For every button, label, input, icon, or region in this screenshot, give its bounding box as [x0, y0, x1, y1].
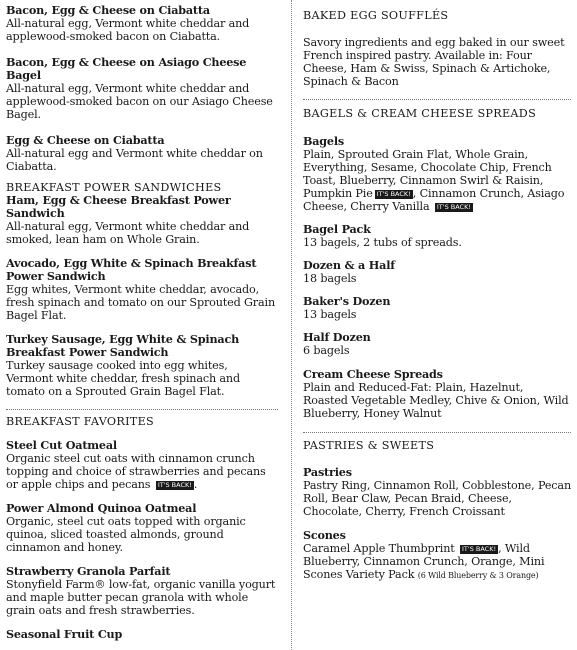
menu-item-egg-cheese-ciabatta — [6, 134, 278, 173]
item-name: Dozen & a Half — [303, 258, 395, 272]
item-description: Egg whites, Vermont white cheddar, avocado, fresh spinach and tomato on our Sprouted Grain Bagel Flat. — [6, 283, 276, 322]
menu-item-power-almond-quinoa-oatmeal — [6, 502, 278, 554]
item-description: Organic, steel cut oats topped with organic quinoa, sliced toasted almonds, ground cinnamon and honey. — [6, 515, 246, 554]
its-back-badge: IT'S BACK! — [436, 203, 471, 211]
section-divider — [6, 409, 278, 410]
item-description: All-natural egg and Vermont white cheddar on Ciabatta. — [6, 147, 263, 173]
item-name: Steel Cut Oatmeal — [6, 438, 117, 452]
item-name: Pastries — [303, 465, 352, 479]
menu-item-cream-cheese-spreads — [303, 368, 571, 420]
left-column — [6, 0, 278, 641]
item-name: Bagels — [303, 134, 344, 148]
menu-item-strawberry-granola-parfait — [6, 565, 278, 617]
menu-item-bagels — [303, 135, 571, 213]
souffle-description: Savory ingredients and egg baked in our sweet French inspired pastry. Available in: Four Cheese, Ham & Swiss, Spinach & Artichoke, Spinach & Bacon — [303, 36, 565, 88]
its-back-badge: IT'S BACK! — [376, 190, 411, 198]
menu-item-turkey-power-sandwich — [6, 333, 278, 398]
menu-item-avocado-power-sandwich — [6, 257, 278, 322]
item-description: All-natural egg, Vermont white cheddar and applewood-smoked bacon on Ciabatta. — [6, 17, 250, 43]
section-heading-power-sandwiches: BREAKFAST POWER SANDWICHES — [6, 181, 222, 194]
right-column — [303, 0, 571, 582]
item-name: Baker's Dozen — [303, 294, 391, 308]
item-description: Stonyfield Farm® low-fat, organic vanilla yogurt and maple butter pecan granola with whole grain oats and fresh strawberries. — [6, 578, 276, 617]
menu-item-dozen-and-a-half — [303, 259, 571, 285]
item-name: Turkey Sausage, Egg White & Spinach Breakfast Power Sandwich — [6, 332, 240, 359]
item-name: Half Dozen — [303, 330, 371, 344]
section-heading-pastries-sweets: PASTRIES & SWEETS — [303, 439, 435, 452]
menu-item-scones — [303, 529, 571, 582]
section-heading-bagels-spreads: BAGELS & CREAM CHEESE SPREADS — [303, 107, 537, 120]
item-description: 18 bagels — [303, 272, 357, 285]
item-name: Avocado, Egg White & Spinach Breakfast Power Sandwich — [6, 256, 257, 283]
item-description: All-natural egg, Vermont white cheddar and smoked, lean ham on Whole Grain. — [6, 220, 250, 246]
item-name: Scones — [303, 528, 346, 542]
menu-item-bagel-pack — [303, 223, 571, 249]
section-divider — [303, 432, 571, 433]
menu-item-bakers-dozen — [303, 295, 571, 321]
item-name: Bagel Pack — [303, 222, 371, 236]
item-name: Power Almond Quinoa Oatmeal — [6, 501, 197, 515]
item-name: Cream Cheese Spreads — [303, 367, 443, 381]
description-text-continued: , Wild Blueberry, Cinnamon Crunch, Orange, Mini Scones Variety Pack — [303, 542, 545, 581]
its-back-badge: IT'S BACK! — [462, 545, 497, 553]
description-text: Caramel Apple Thumbprint — [303, 542, 455, 555]
item-description: Pastry Ring, Cinnamon Roll, Cobblestone, Pecan Roll, Bear Claw, Pecan Braid, Cheese, Chocolate, Cherry, French Croissant — [303, 479, 572, 518]
section-heading-baked-egg-souffles: BAKED EGG SOUFFLÉS — [303, 9, 449, 22]
item-name: Ham, Egg & Cheese Breakfast Power Sandwich — [6, 193, 231, 220]
item-description — [303, 148, 571, 213]
menu-item-bacon-egg-cheese-asiago — [6, 56, 278, 121]
section-divider — [303, 99, 571, 100]
description-end: . — [193, 478, 198, 491]
its-back-badge: IT'S BACK! — [157, 481, 192, 489]
item-name: Bacon, Egg & Cheese on Asiago Cheese Bagel — [6, 55, 247, 82]
item-description: All-natural egg, Vermont white cheddar and applewood-smoked bacon on our Asiago Cheese Bagel. — [6, 82, 273, 121]
item-description: 13 bagels — [303, 308, 357, 321]
menu-item-ham-power-sandwich — [6, 194, 278, 246]
description-text: Organic steel cut oats with cinnamon crunch topping and choice of strawberries and pecans or apple chips and pecans — [6, 452, 266, 491]
variety-pack-note: (6 Wild Blueberry & 3 Orange) — [417, 571, 539, 580]
item-description: 13 bagels, 2 tubs of spreads. — [303, 236, 462, 249]
menu-item-pastries — [303, 466, 571, 518]
item-name: Seasonal Fruit Cup — [6, 627, 123, 641]
menu-item-bacon-egg-cheese-ciabatta — [6, 4, 278, 43]
menu-item-seasonal-fruit-cup — [6, 628, 278, 641]
item-description — [303, 542, 571, 582]
item-name: Bacon, Egg & Cheese on Ciabatta — [6, 3, 210, 17]
item-description: 6 bagels — [303, 344, 350, 357]
item-description: Plain and Reduced-Fat: Plain, Hazelnut, Roasted Vegetable Medley, Chive & Onion, Wild Blueberry, Honey Walnut — [303, 381, 569, 420]
item-description — [6, 452, 278, 491]
item-name: Egg & Cheese on Ciabatta — [6, 133, 165, 147]
column-divider — [291, 0, 292, 650]
item-name: Strawberry Granola Parfait — [6, 564, 171, 578]
item-description: Turkey sausage cooked into egg whites, Vermont white cheddar, fresh spinach and tomato on a Sprouted Grain Bagel Flat. — [6, 359, 240, 398]
description-text: Plain, Sprouted Grain Flat, Whole Grain, Everything, Sesame, Chocolate Chip, French Toast, Blueberry, Cinnamon Swirl & Raisin, Pumpkin Pie — [303, 148, 552, 200]
menu-item-steel-cut-oatmeal — [6, 439, 278, 491]
description-text-continued: , Cinnamon Crunch, Asiago Cheese, Cherry Vanilla — [303, 187, 565, 213]
section-heading-breakfast-favorites: BREAKFAST FAVORITES — [6, 415, 154, 428]
menu-item-half-dozen — [303, 331, 571, 357]
